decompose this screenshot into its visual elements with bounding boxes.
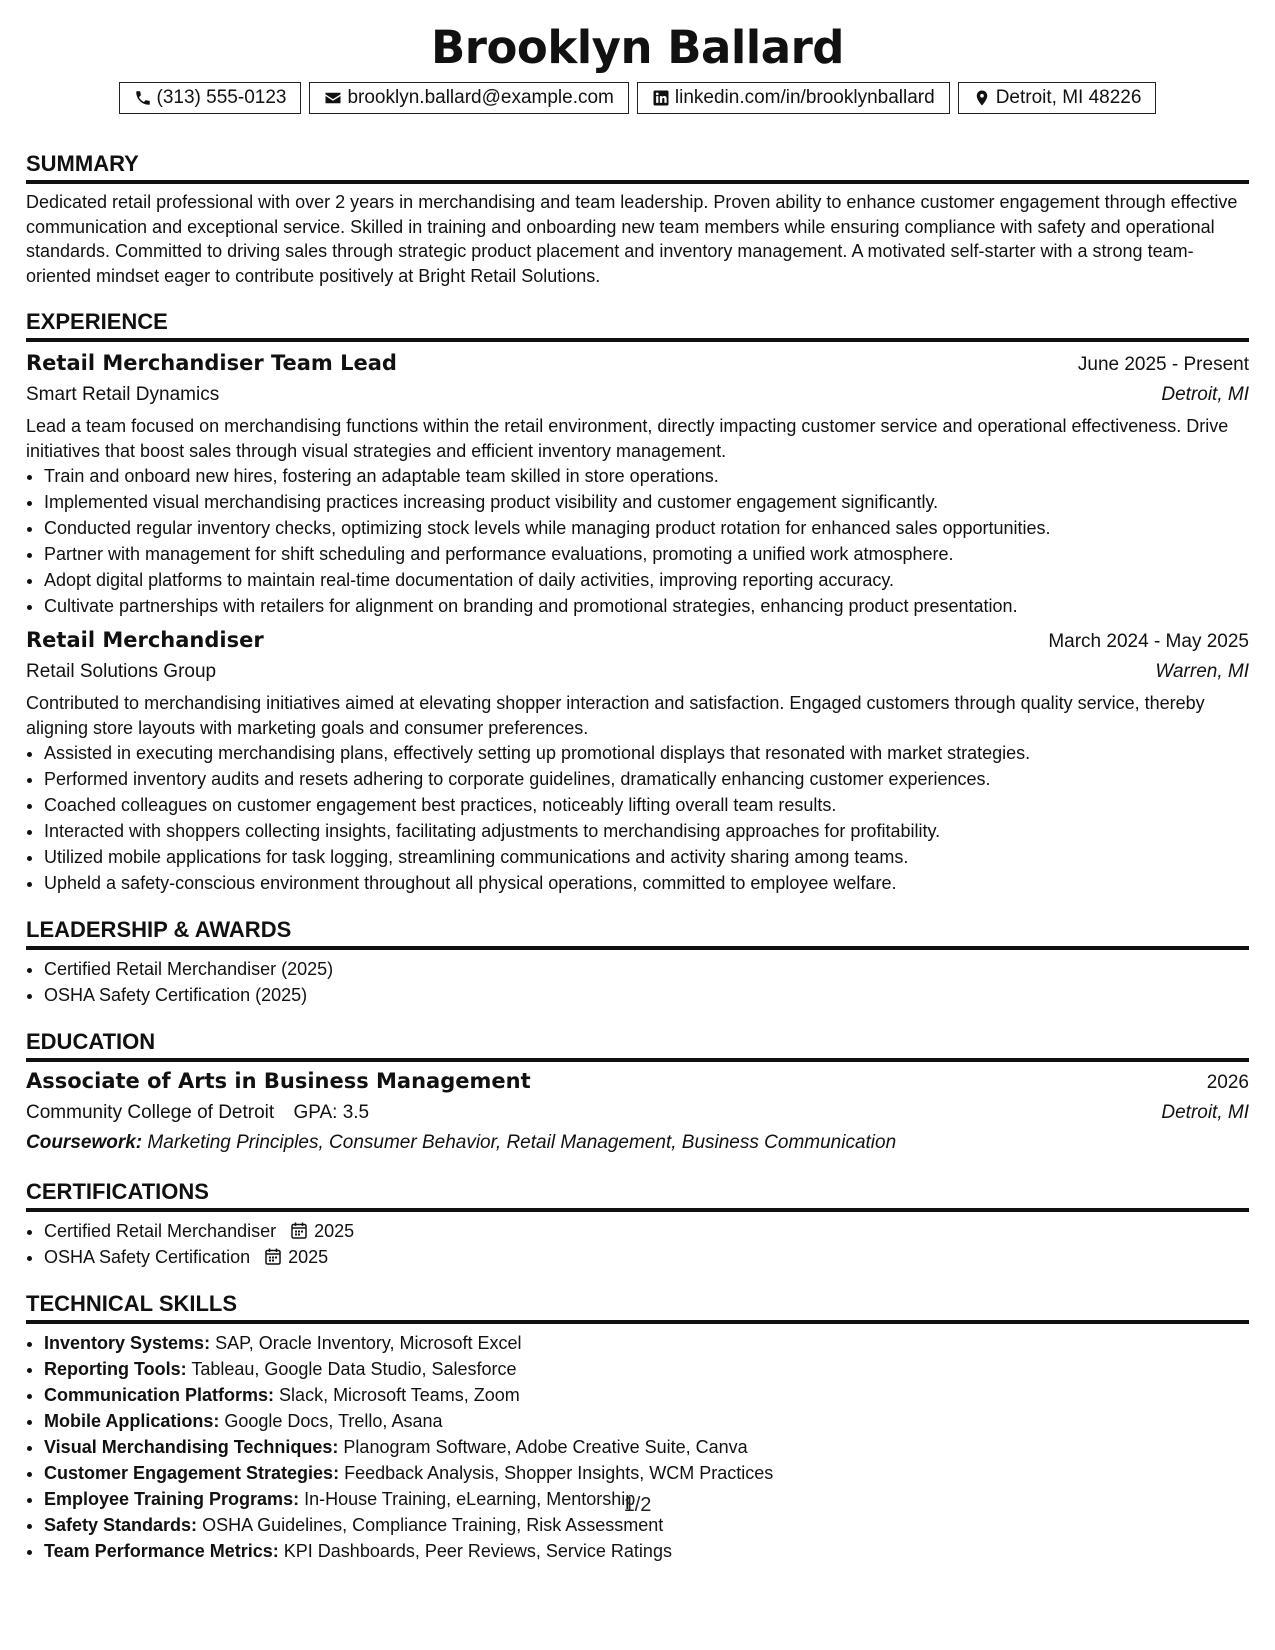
list-item: • Certified Retail Merchandiser (2025) [44, 956, 1249, 982]
skill-value: Tableau, Google Data Studio, Salesforce [191, 1359, 517, 1379]
skill-label: Reporting Tools: [44, 1359, 187, 1379]
list-item [44, 1460, 1249, 1486]
cert-year: 2025 [288, 1247, 329, 1267]
coursework-list: Marketing Principles, Consumer Behavior, Retail Management, Business Communication [147, 1132, 897, 1153]
skill-label: Mobile Applications: [44, 1411, 220, 1431]
job-location: Detroit, MI [1161, 384, 1249, 405]
section-title-leadership: LEADERSHIP & AWARDS [26, 916, 1249, 950]
phone-text: (313) 555-0123 [156, 87, 287, 108]
list-item: • Partner with management for shift scheduling and performance evaluations, promoting a unified work atmosphere. [44, 541, 1249, 567]
skill-value: OSHA Guidelines, Compliance Training, Risk Assessment [202, 1515, 664, 1535]
list-item: • Coached colleagues on customer engagement best practices, noticeably lifting overall team results. [44, 792, 1249, 818]
skill-label: Visual Merchandising Techniques: [44, 1437, 339, 1457]
experience-section [26, 308, 1249, 896]
list-item: • Cultivate partnerships with retailers for alignment on branding and promotional strategies, enhancing product presentation. [44, 593, 1249, 619]
contact-location[interactable] [958, 82, 1157, 114]
job-description: Lead a team focused on merchandising functions within the retail environment, directly impacting customer service and operational effectiveness. Drive initiatives that boost sales through visual strategies and efficient inventory management. [26, 416, 1229, 461]
skills-list [26, 1330, 1249, 1564]
envelope-icon [324, 89, 342, 107]
job-bullets [26, 463, 1249, 619]
skill-label: Customer Engagement Strategies: [44, 1463, 340, 1483]
certifications-list [26, 1218, 1249, 1270]
list-item: • Train and onboard new hires, fostering an adaptable team skilled in store operations. [44, 463, 1249, 489]
list-item: • Implemented visual merchandising practices increasing product visibility and customer engagement significantly. [44, 489, 1249, 515]
linkedin-text: linkedin.com/in/brooklynballard [674, 87, 935, 108]
list-item: • Assisted in executing merchandising plans, effectively setting up promotional displays that resonated with market strategies. [44, 740, 1249, 766]
list-item [44, 1356, 1249, 1382]
school-location: Detroit, MI [1161, 1102, 1249, 1123]
section-title-certifications: CERTIFICATIONS [26, 1178, 1249, 1212]
section-title-skills: TECHNICAL SKILLS [26, 1290, 1249, 1324]
job-title: Retail Merchandiser [26, 628, 264, 652]
list-item [44, 1382, 1249, 1408]
job-entry [26, 348, 1249, 619]
skill-value: KPI Dashboards, Peer Reviews, Service Ratings [283, 1541, 672, 1561]
job-company: Retail Solutions Group [26, 661, 217, 682]
summary-text: Dedicated retail professional with over 2 years in merchandising and team leadership. Proven ability to enhance customer engagement through effective communication and exceptional service. Skilled in training and onboarding new team members while ensuring compliance with safety and operational standards. Committed to driving sales through strategic product placement and inventory management. A motivated self-starter with a strong team-oriented mindset eager to contribute positively at Bright Retail Solutions. [26, 192, 1238, 286]
coursework-label: Coursework: [26, 1132, 143, 1153]
list-item: • Interacted with shoppers collecting insights, facilitating adjustments to merchandising approaches for profitability. [44, 818, 1249, 844]
job-title: Retail Merchandiser Team Lead [26, 351, 397, 375]
list-item: • Utilized mobile applications for task logging, streamlining communications and activity sharing among teams. [44, 844, 1249, 870]
list-item [44, 1538, 1249, 1564]
list-item: • Upheld a safety-conscious environment throughout all physical operations, committed to employee welfare. [44, 870, 1249, 896]
list-item [44, 1244, 1249, 1270]
skill-label: Employee Training Programs: [44, 1489, 300, 1509]
contact-linkedin[interactable] [637, 82, 950, 114]
job-location: Warren, MI [1155, 661, 1249, 682]
contact-email[interactable] [309, 82, 628, 114]
skill-value: Google Docs, Trello, Asana [224, 1411, 443, 1431]
job-bullets [26, 740, 1249, 896]
list-item: • Conducted regular inventory checks, optimizing stock levels while managing product rotation for enhanced sales opportunities. [44, 515, 1249, 541]
skill-value: Feedback Analysis, Shopper Insights, WCM Practices [344, 1463, 774, 1483]
gpa: GPA: 3.5 [293, 1102, 370, 1123]
job-company: Smart Retail Dynamics [26, 384, 220, 405]
section-title-summary: SUMMARY [26, 150, 1249, 184]
list-item: • Performed inventory audits and resets adhering to corporate guidelines, dramatically enhancing customer experiences. [44, 766, 1249, 792]
graduation-year: 2026 [1206, 1072, 1249, 1093]
education-section [26, 1028, 1249, 1158]
summary-section [26, 150, 1249, 288]
list-item [44, 1330, 1249, 1356]
job-dates: June 2025 - Present [1077, 354, 1249, 375]
certifications-section [26, 1178, 1249, 1270]
job-description: Contributed to merchandising initiatives aimed at elevating shopper interaction and satisfaction. Engaged customers through quality service, thereby aligning store layouts with marketing goals and consumer preferences. [26, 693, 1205, 738]
job-dates: March 2024 - May 2025 [1048, 631, 1249, 652]
section-title-experience: EXPERIENCE [26, 308, 1249, 342]
cert-year: 2025 [314, 1221, 355, 1241]
list-item: • Adopt digital platforms to maintain real-time documentation of daily activities, improving reporting accuracy. [44, 567, 1249, 593]
cert-name: OSHA Safety Certification [44, 1247, 251, 1267]
skills-section [26, 1290, 1249, 1564]
leadership-list [26, 956, 1249, 1008]
contact-bar [26, 82, 1249, 114]
list-item: • OSHA Safety Certification (2025) [44, 982, 1249, 1008]
skill-label: Safety Standards: [44, 1515, 198, 1535]
email-text: brooklyn.ballard@example.com [347, 87, 614, 108]
leadership-section [26, 916, 1249, 1008]
job-entry [26, 625, 1249, 896]
linkedin-icon [652, 89, 670, 107]
candidate-name: Brooklyn Ballard [431, 21, 844, 74]
skill-value: Planogram Software, Adobe Creative Suite, Canva [343, 1437, 748, 1457]
location-text: Detroit, MI 48226 [995, 87, 1142, 108]
calendar-icon [265, 1248, 281, 1265]
contact-phone[interactable] [119, 82, 302, 114]
skill-label: Communication Platforms: [44, 1385, 275, 1405]
skill-value: Slack, Microsoft Teams, Zoom [279, 1385, 520, 1405]
list-item [44, 1434, 1249, 1460]
degree-title: Associate of Arts in Business Management [26, 1069, 531, 1093]
list-item [44, 1408, 1249, 1434]
coursework [26, 1128, 1249, 1158]
skill-label: Team Performance Metrics: [44, 1541, 279, 1561]
calendar-icon [291, 1222, 307, 1239]
map-pin-icon [973, 89, 991, 107]
resume-page [26, 18, 1249, 1564]
page-number: 1/2 [623, 1494, 652, 1516]
cert-name: Certified Retail Merchandiser [44, 1221, 277, 1241]
phone-icon [134, 89, 152, 107]
school-name: Community College of Detroit [26, 1102, 275, 1123]
list-item [44, 1218, 1249, 1244]
skill-value: In-House Training, eLearning, Mentorship [304, 1489, 636, 1509]
skill-value: SAP, Oracle Inventory, Microsoft Excel [215, 1333, 522, 1353]
section-title-education: EDUCATION [26, 1028, 1249, 1062]
skill-label: Inventory Systems: [44, 1333, 211, 1353]
